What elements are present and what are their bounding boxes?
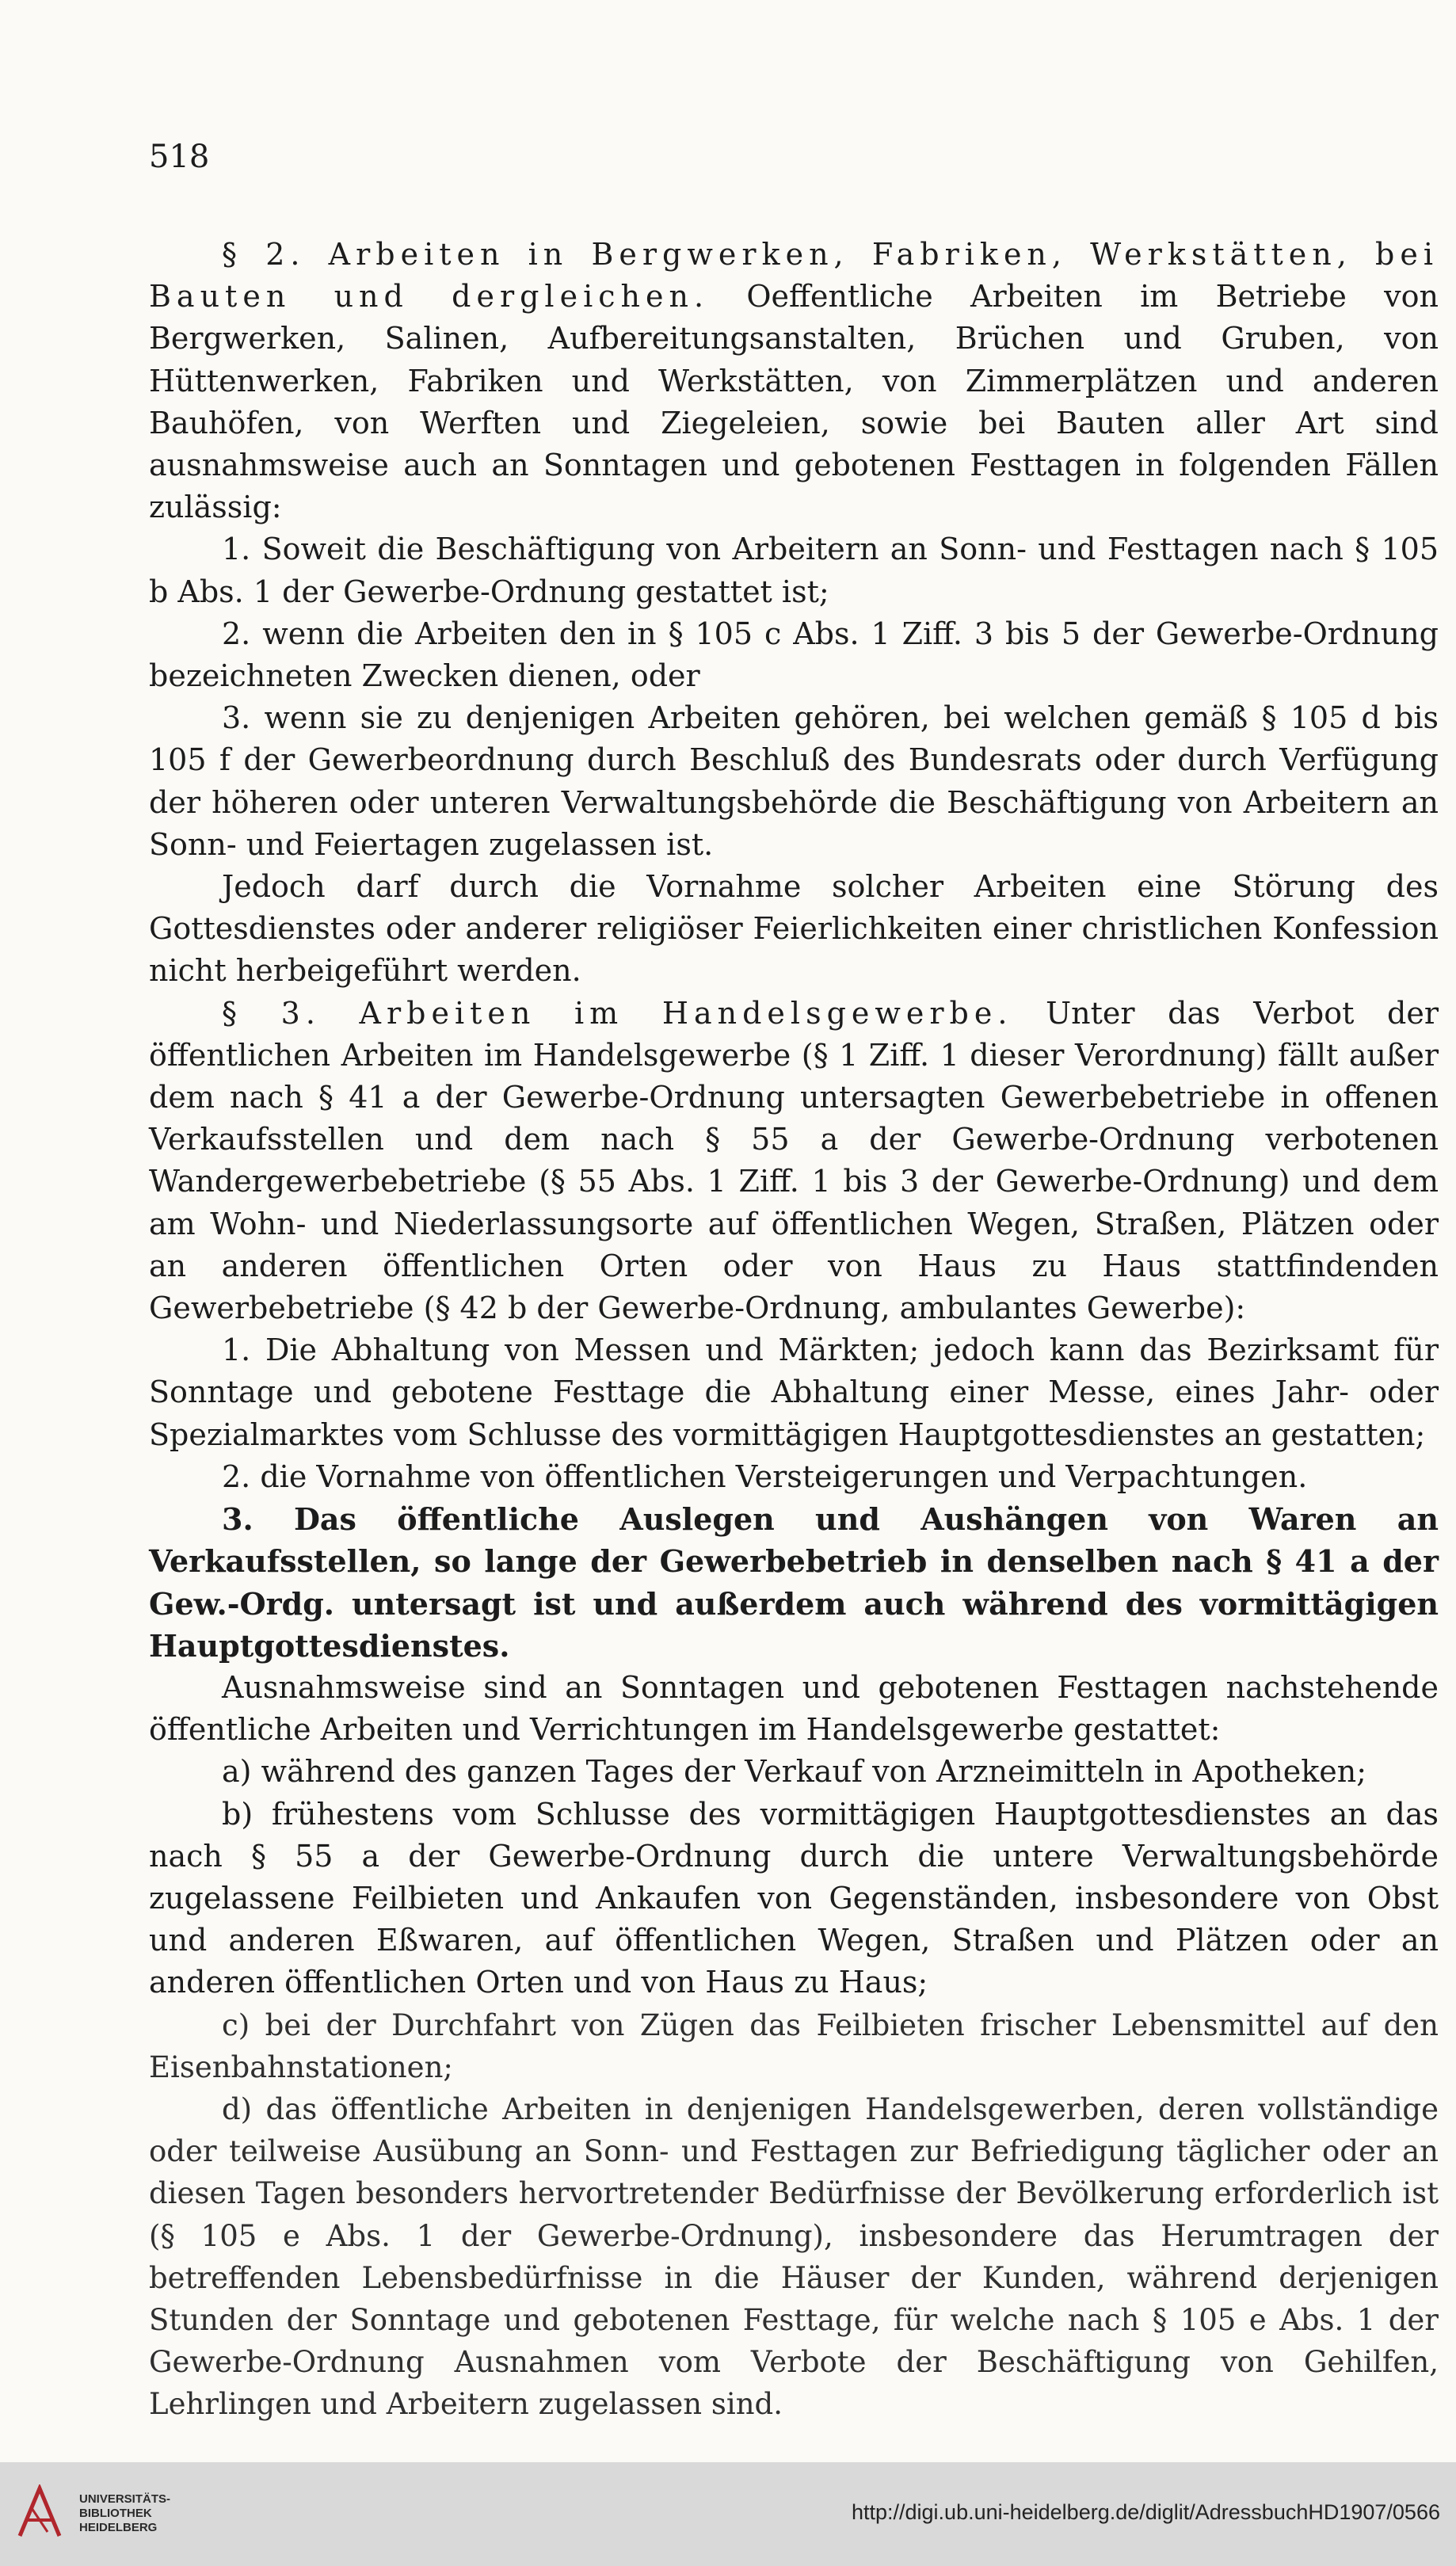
paragraph: Ausnahmsweise sind an Sonntagen und gebotenen Festtagen nachstehende öffentliche Arbeiten und Verrichtungen im Handelsgewerbe gestattet:	[149, 1669, 1439, 1748]
paragraph: 1. Soweit die Beschäftigung von Arbeitern an Sonn- und Festtagen nach § 105 b Abs. 1 der Gewerbe-Ordnung gestattet ist;	[149, 532, 1439, 609]
page-number: 518	[149, 139, 210, 175]
paragraph: d) das öffentliche Arbeiten in denjenigen Handelsgewerben, deren vollständige oder teilweise Ausübung an Sonn- und Festtagen zur Befriedigung täglicher oder an diesen Tagen besonders hervortretender Bedürfnisse der Bevölkerung erforderlich ist (§ 105 e Abs. 1 der Gewerbe-Ordnung), insbesondere das Herumtragen der betreffenden Lebensbedürfnisse in die Häuser der Kunden, während derjenigen Stunden der Sonntage und gebotenen Festtage, für welche nach § 105 e Abs. 1 der Gewerbe-Ordnung Ausnahmen vom Verbote der Beschäftigung von Gehilfen, Lehrlingen und Arbeitern zugelassen sind.	[149, 2091, 1439, 2422]
paragraph: a) während des ganzen Tages der Verkauf von Arzneimitteln in Apotheken;	[222, 1754, 1367, 1790]
section-heading: § 3. Arbeiten im Handelsgewerbe.	[222, 995, 1013, 1031]
paragraph-bold: 3. Das öffentliche Auslegen und Aushängen von Waren an Verkaufsstellen, so lange der Gewerbebetrieb in denselben nach § 41 a der Gew.-Ordg. untersagt ist und außerdem auch während des vormittägigen Hauptgottesdienstes.	[149, 1501, 1439, 1664]
body-text	[149, 234, 1439, 2426]
footer-bar	[0, 2462, 1456, 2566]
paragraph: 2. die Vornahme von öffentlichen Versteigerungen und Verpachtungen.	[222, 1458, 1308, 1494]
source-url-link[interactable]: http://digi.ub.uni-heidelberg.de/diglit/AdressbuchHD1907/0566	[851, 2500, 1440, 2524]
paragraph-section-3: § 3. Arbeiten im Handelsgewerbe. Unter das Verbot der öffentlichen Arbeiten im Handelsgewerbe (§ 1 Ziff. 1 dieser Verordnung) fällt außer dem nach § 41 a der Gewerbe-Ordnung untersagten Gewerbebetriebe in offenen Verkaufsstellen und dem nach § 55 a der Gewerbe-Ordnung verbotenen Wandergewerbebetriebe (§ 55 Abs. 1 Ziff. 1 bis 3 der Gewerbe-Ordnung) und dem am Wohn- und Niederlassungsorte auf öffentlichen Wegen, Straßen, Plätzen oder an anderen öffentlichen Orten oder von Haus zu Haus stattfindenden Gewerbebetriebe (§ 42 b der Gewerbe-Ordnung, ambulantes Gewerbe):	[149, 995, 1439, 1326]
paragraph: b) frühestens vom Schlusse des vormittägigen Hauptgottesdienstes an das nach § 55 a der Gewerbe-Ordnung durch die untere Verwaltungsbehörde zugelassene Feilbieten und Ankaufen von Gegenständen, insbesondere von Obst und anderen Eßwaren, auf öffentlichen Wegen, Straßen und Plätzen oder an anderen öffentlichen Orten und von Haus zu Haus;	[149, 1796, 1439, 2000]
paragraph: 1. Die Abhaltung von Messen und Märkten; jedoch kann das Bezirksamt für Sonntage und gebotene Festtage die Abhaltung einer Messe, eines Jahr- oder Spezialmarktes vom Schlusse des vormittägigen Hauptgottesdienstes an gestatten;	[149, 1333, 1439, 1452]
paragraph: Jedoch darf durch die Vornahme solcher Arbeiten eine Störung des Gottesdienstes oder anderer religiöser Feierlichkeiten einer christlichen Konfession nicht herbeigeführt werden.	[149, 869, 1439, 989]
library-logo-icon	[16, 2484, 63, 2540]
section-heading: § 2. Arbeiten in Bergwerken, Fabriken, Werkstätten, bei Bauten und dergleichen.	[149, 237, 1439, 315]
paragraph: c) bei der Durchfahrt von Zügen das Feilbieten frischer Lebensmittel auf den Eisenbahnstationen;	[149, 2007, 1439, 2084]
paragraph: 2. wenn die Arbeiten den in § 105 c Abs. 1 Ziff. 3 bis 5 der Gewerbe-Ordnung bezeichneten Zwecken dienen, oder	[149, 616, 1439, 694]
library-name: UNIVERSITÄTS- BIBLIOTHEK HEIDELBERG	[79, 2492, 171, 2534]
paragraph-section-2: § 2. Arbeiten in Bergwerken, Fabriken, Werkstätten, bei Bauten und dergleichen. Oeffentliche Arbeiten im Betriebe von Bergwerken, Salinen, Aufbereitungsanstalten, Brüchen und Gruben, von Hüttenwerken, Fabriken und Werkstätten, von Zimmerplätzen und anderen Bauhöfen, von Werften und Ziegeleien, sowie bei Bauten aller Art sind ausnahmsweise auch an Sonntagen und gebotenen Festtagen in folgenden Fällen zulässig:	[149, 237, 1439, 525]
paragraph: 3. wenn sie zu denjenigen Arbeiten gehören, bei welchen gemäß § 105 d bis 105 f der Gewerbeordnung durch Beschluß des Bundesrats oder durch Verfügung der höheren oder unteren Verwaltungsbehörde die Beschäftigung von Arbeitern an Sonn- und Feiertagen zugelassen ist.	[149, 700, 1439, 862]
